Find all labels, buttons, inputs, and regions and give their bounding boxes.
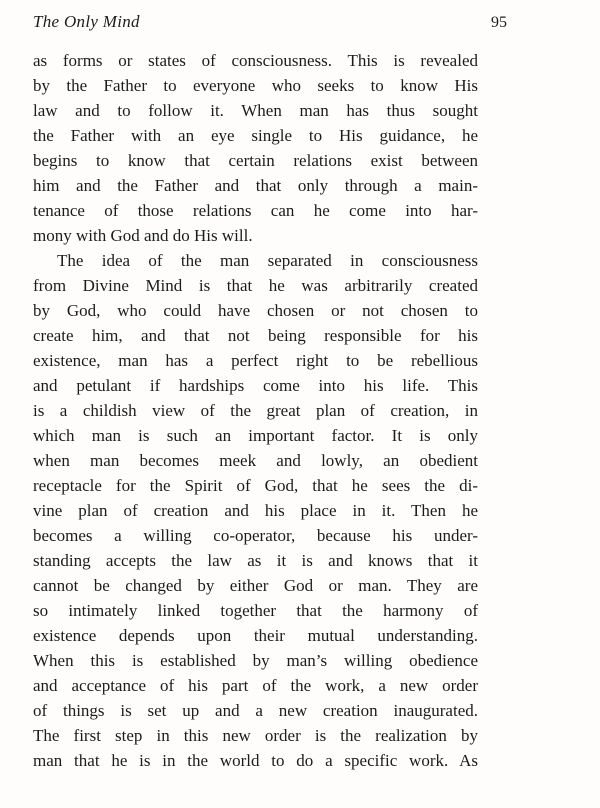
text-line: law and to follow it. When man has thus sought xyxy=(33,101,478,120)
text-line: receptacle for the Spirit of God, that he sees the di- xyxy=(33,476,478,495)
text-line: and petulant if hardships come into his life. This xyxy=(33,376,478,395)
text-line: as forms or states of consciousness. This is revealed xyxy=(33,51,478,70)
text-line: by God, who could have chosen or not chosen to xyxy=(33,301,478,320)
text-line: man that he is in the world to do a specific work. As xyxy=(33,751,478,770)
paragraph-1 xyxy=(33,48,478,248)
text-line: existence depends upon their mutual understanding. xyxy=(33,626,478,645)
text-line: of things is set up and a new creation inaugurated. xyxy=(33,701,478,720)
text-line: mony with God and do His will. xyxy=(33,226,253,245)
text-line: the Father with an eye single to His guidance, he xyxy=(33,126,478,145)
text-line: so intimately linked together that the harmony of xyxy=(33,601,478,620)
text-line: tenance of those relations can he come into har- xyxy=(33,201,478,220)
text-line: existence, man has a perfect right to be rebellious xyxy=(33,351,478,370)
text-line: him and the Father and that only through a main- xyxy=(33,176,478,195)
text-line: from Divine Mind is that he was arbitrarily created xyxy=(33,276,478,295)
text-line: When this is established by man’s willing obedience xyxy=(33,651,478,670)
page-body xyxy=(33,48,478,773)
page-number: 95 xyxy=(491,14,507,31)
text-line: and acceptance of his part of the work, a new order xyxy=(33,676,478,695)
text-line: by the Father to everyone who seeks to know His xyxy=(33,76,478,95)
text-line: The idea of the man separated in consciousness xyxy=(57,251,478,270)
running-title: The Only Mind xyxy=(33,12,140,31)
text-line: is a childish view of the great plan of creation, in xyxy=(33,401,478,420)
text-line: The first step in this new order is the realization by xyxy=(33,726,478,745)
page-header xyxy=(33,10,507,35)
text-line: cannot be changed by either God or man. They are xyxy=(33,576,478,595)
paragraph-2 xyxy=(33,248,478,773)
text-line: create him, and that not being responsible for his xyxy=(33,326,478,345)
text-line: standing accepts the law as it is and knows that it xyxy=(33,551,478,570)
text-line: which man is such an important factor. It is only xyxy=(33,426,478,445)
text-line: begins to know that certain relations exist between xyxy=(33,151,478,170)
text-line: vine plan of creation and his place in it. Then he xyxy=(33,501,478,520)
text-line: when man becomes meek and lowly, an obedient xyxy=(33,451,478,470)
text-line: becomes a willing co-operator, because his under- xyxy=(33,526,478,545)
